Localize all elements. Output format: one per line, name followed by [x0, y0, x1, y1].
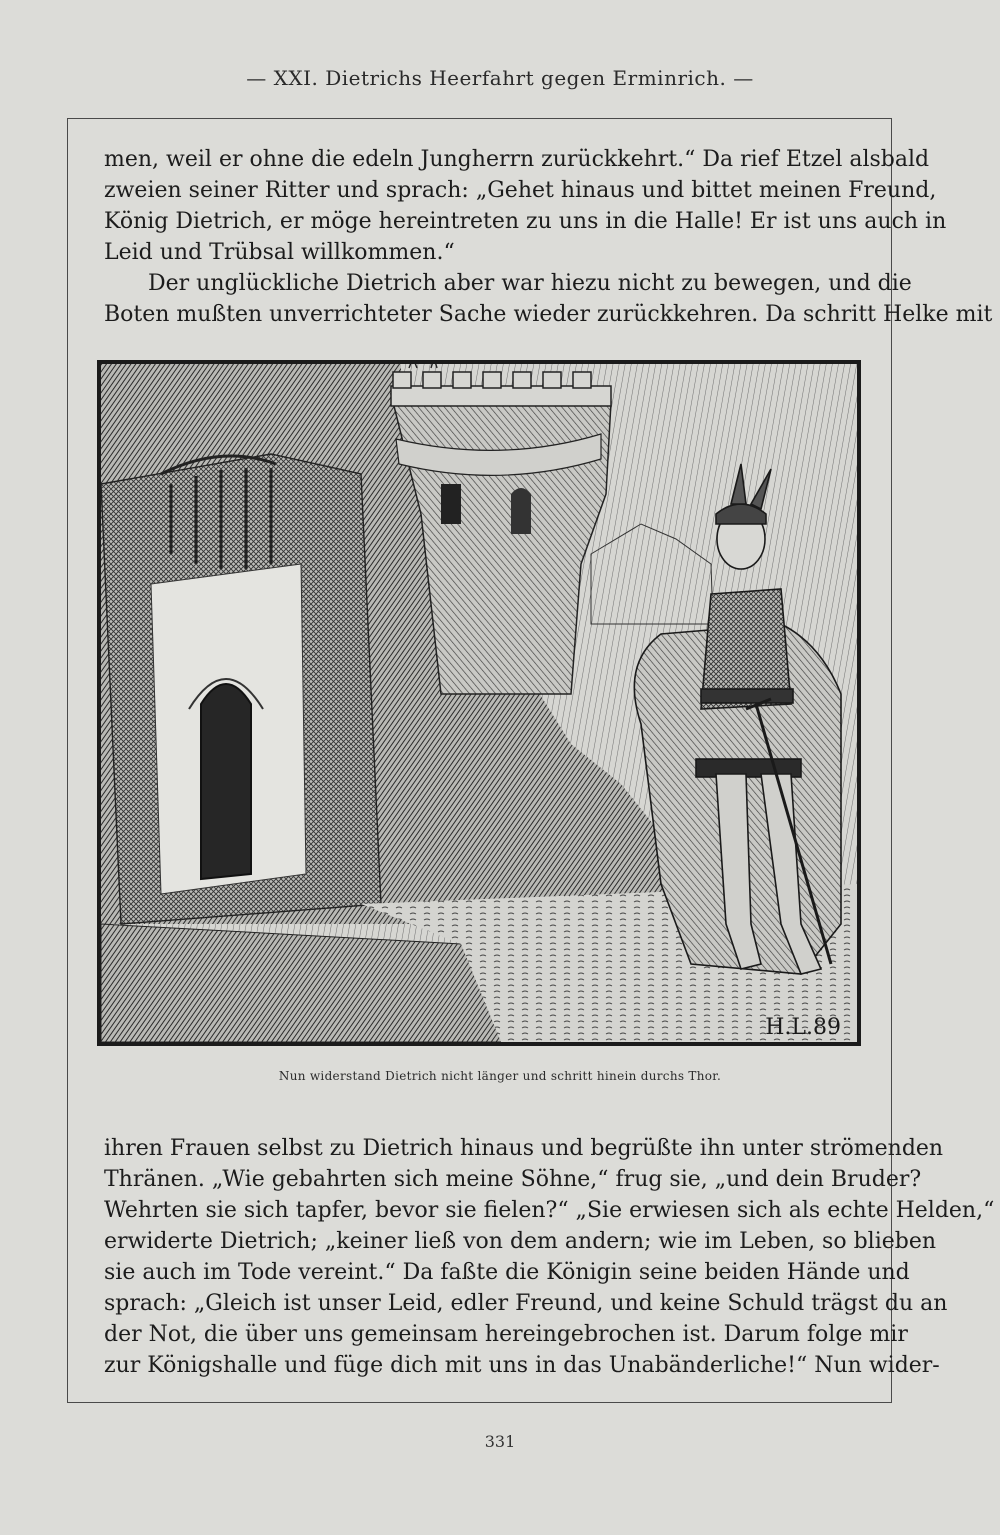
gate-structure [101, 454, 381, 924]
page-number: 331 [484, 1432, 516, 1451]
text-line: zur Königshalle und füge dich mit uns in das Unabänderliche!“ Nun wider- [104, 1353, 940, 1378]
text-line: men, weil er ohne die edeln Jungherrn zurückkehrt.“ Da rief Etzel alsbald [104, 147, 930, 172]
illustration-caption: Nun widerstand Dietrich nicht länger und schritt hinein durchs Thor. [278, 1069, 722, 1083]
text-block-top [104, 144, 993, 330]
text-line: ihren Frauen selbst zu Dietrich hinaus und begrüßte ihn unter strömenden [104, 1136, 944, 1161]
text-line: Der unglückliche Dietrich aber war hiezu nicht zu bewegen, und die [148, 271, 912, 296]
text-line: erwiderte Dietrich; „keiner ließ von dem andern; wie im Leben, so blieben [104, 1229, 937, 1254]
text-line: Leid und Trübsal willkommen.“ [104, 240, 455, 265]
text-line: sie auch im Tode vereint.“ Da faßte die Königin seine beiden Hände und [104, 1260, 910, 1285]
artist-monogram: H.L.89 [765, 1015, 841, 1040]
running-header: — XXI. Dietrichs Heerfahrt gegen Erminrich. — [246, 66, 754, 90]
text-line: der Not, die über uns gemeinsam hereingebrochen ist. Darum folge mir [104, 1322, 908, 1347]
engraving-illustration [97, 360, 861, 1046]
text-line: zweien seiner Ritter und sprach: „Gehet hinaus und bittet meinen Freund, [104, 178, 937, 203]
door-arch [201, 684, 251, 879]
text-line: sprach: „Gleich ist unser Leid, edler Freund, und keine Schuld trägst du an [104, 1291, 948, 1316]
text-line: König Dietrich, er möge hereintreten zu uns in die Halle! Er ist uns auch in [104, 209, 947, 234]
text-block-bottom [104, 1133, 995, 1381]
text-line: Wehrten sie sich tapfer, bevor sie fielen?“ „Sie erwiesen sich als echte Helden,“ [104, 1198, 995, 1223]
text-line: Thränen. „Wie gebahrten sich meine Söhne,“ frug sie, „und dein Bruder? [104, 1167, 922, 1192]
text-line: Boten mußten unverrichteter Sache wieder zurückkehren. Da schritt Helke mit [104, 302, 993, 327]
